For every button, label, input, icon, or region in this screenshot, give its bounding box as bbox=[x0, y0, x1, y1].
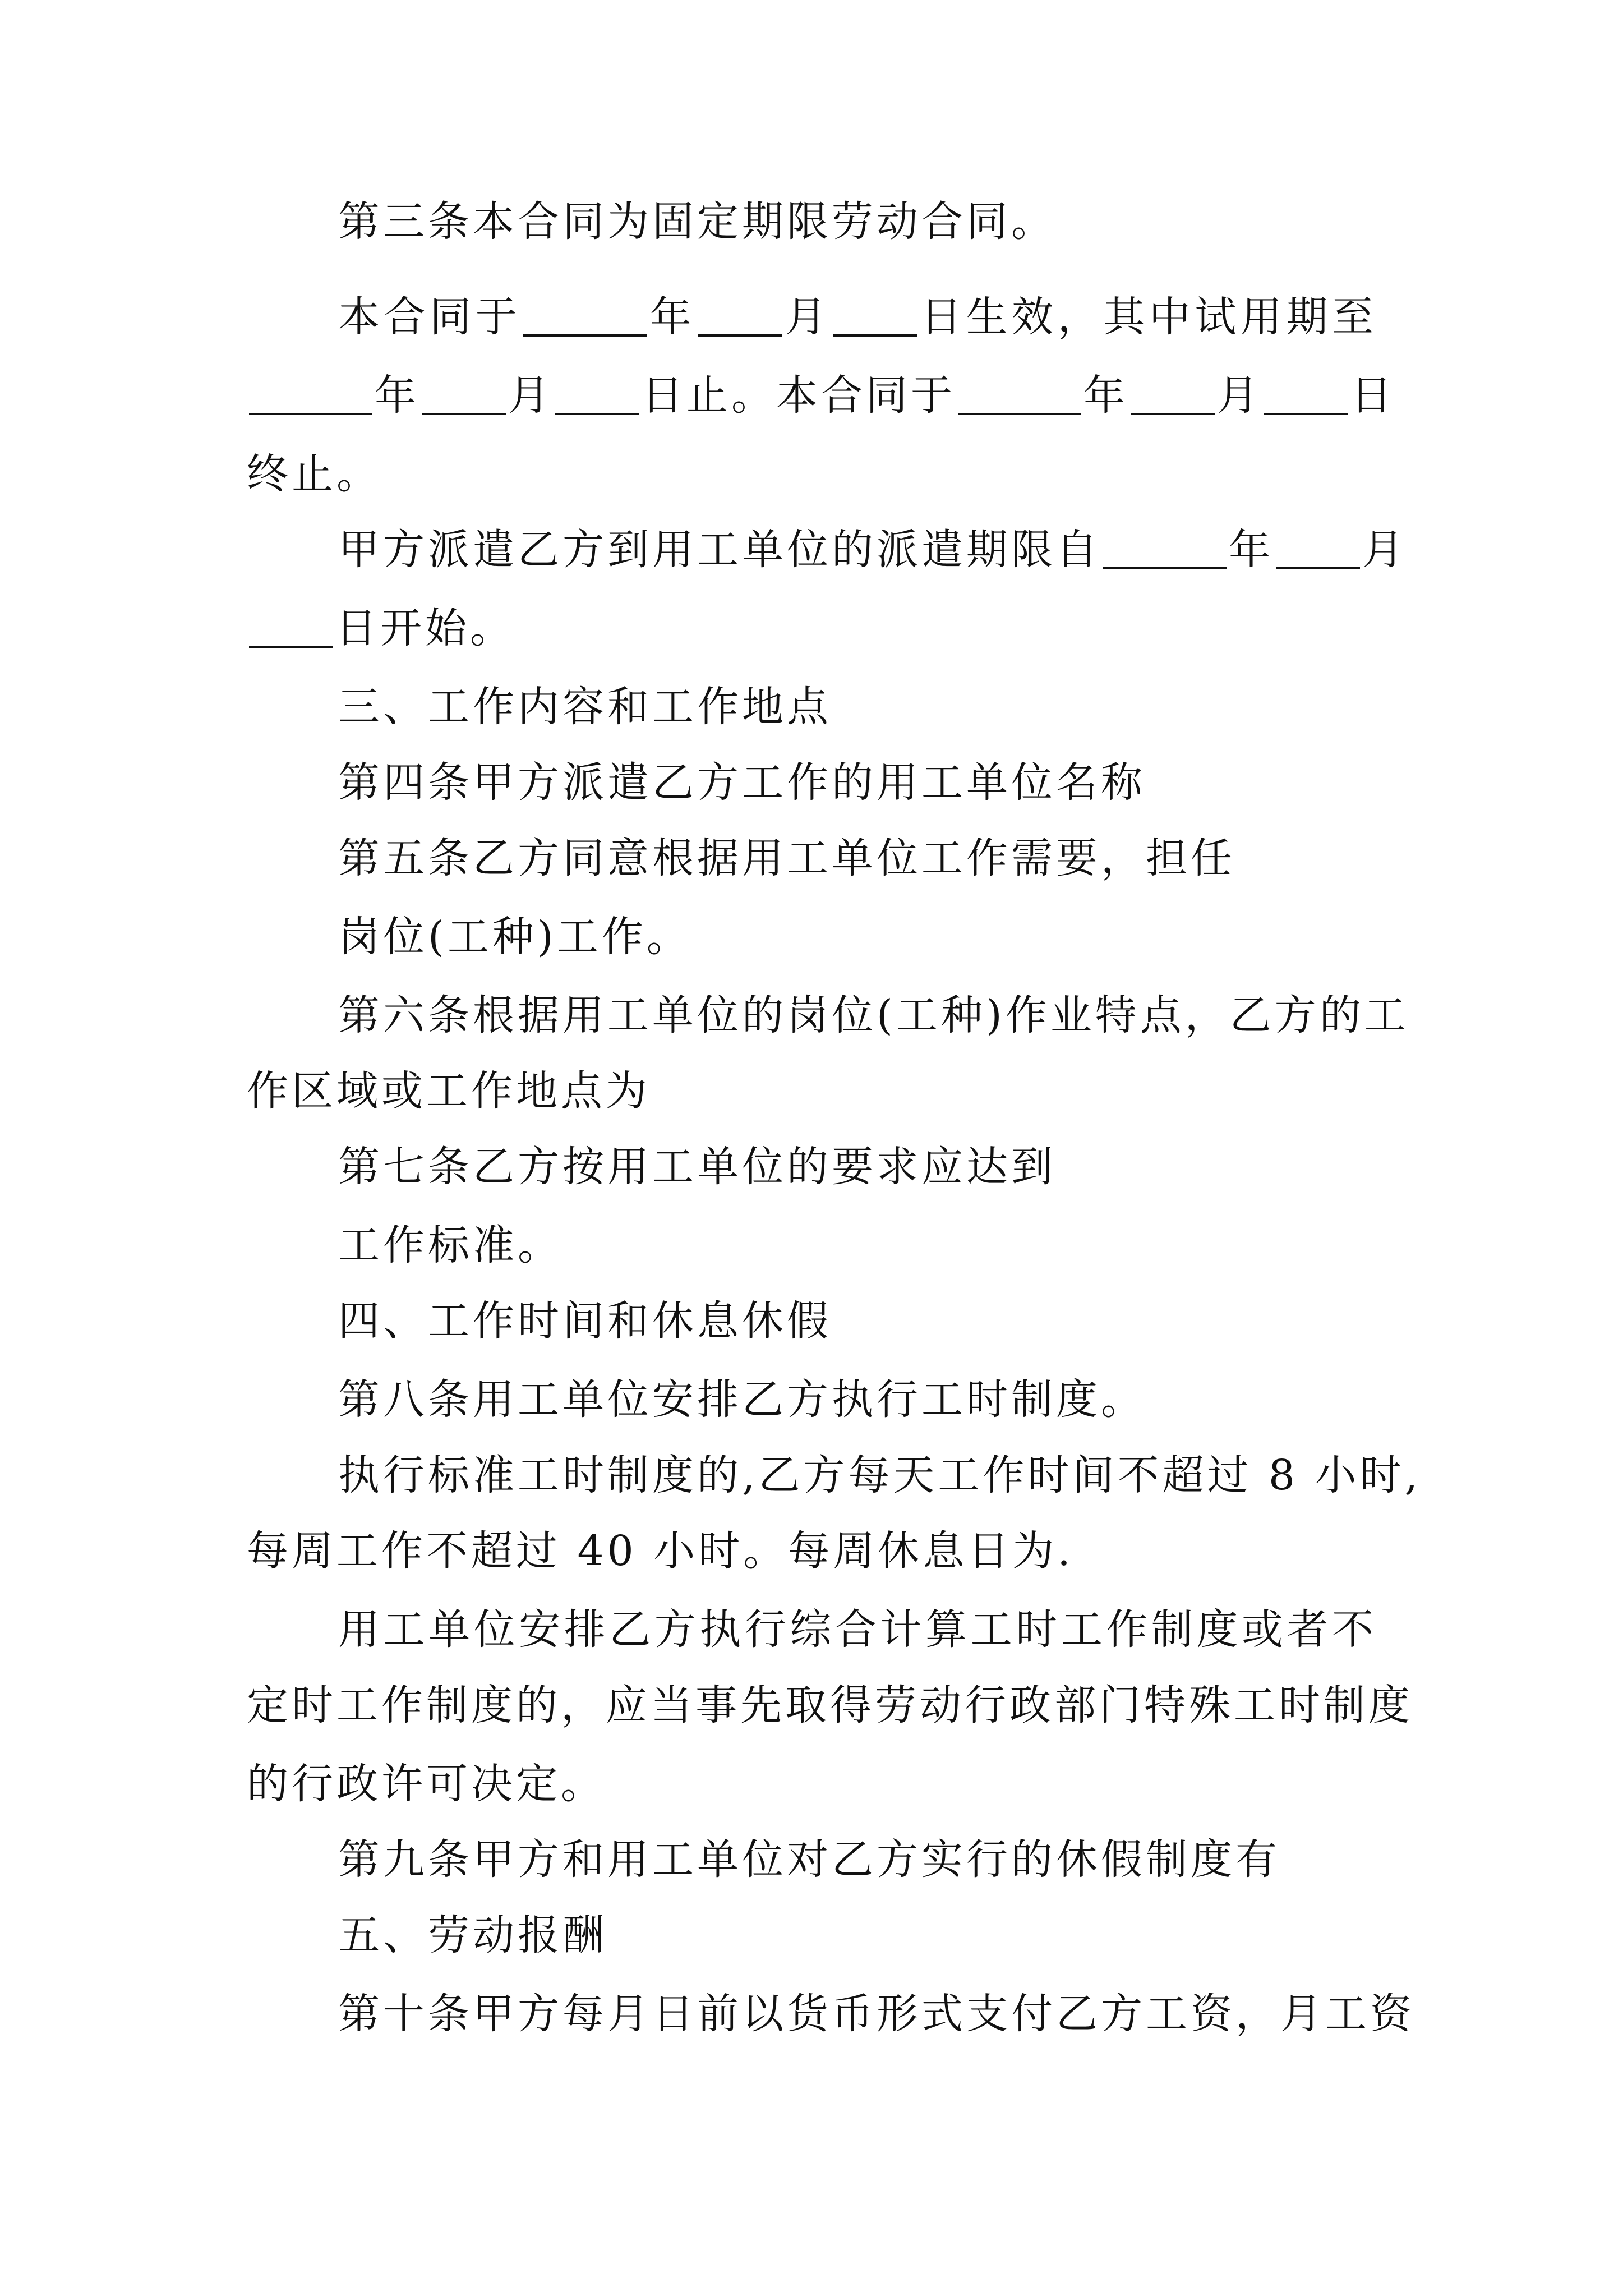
clause-8 bbox=[338, 1372, 1146, 1428]
text-l05b: 年 bbox=[1229, 526, 1274, 574]
text-l03c: 日止。本合同于 bbox=[642, 371, 956, 420]
text-l10: 岗位(工种)工作。 bbox=[338, 913, 691, 961]
text-l24: 第十条甲方每月日前以货币形式支付乙方工资，月工资 bbox=[338, 1990, 1415, 2038]
text-l06: 日开始。 bbox=[335, 604, 515, 652]
text-l17: 执行标准工时制度的,乙方每天工作时间不超过 8 小时, bbox=[338, 1451, 1422, 1499]
blank-year[interactable] bbox=[249, 374, 372, 415]
effective-date-line bbox=[338, 289, 1377, 345]
blank-day[interactable] bbox=[555, 374, 639, 415]
weekly-hours-line bbox=[247, 1523, 1074, 1579]
text-l02b: 年 bbox=[649, 293, 696, 341]
clause-7 bbox=[338, 1139, 1056, 1195]
text-l16: 第八条用工单位安排乙方执行工时制度。 bbox=[338, 1375, 1146, 1424]
flex-hours-line-3 bbox=[247, 1756, 606, 1812]
clause-3-title bbox=[338, 194, 1056, 250]
text-l03f: 日 bbox=[1350, 371, 1395, 420]
blank-year[interactable] bbox=[958, 374, 1081, 415]
text-l15: 四、工作时间和休息休假 bbox=[338, 1297, 832, 1345]
text-l13: 第七条乙方按用工单位的要求应达到 bbox=[338, 1143, 1056, 1191]
text-l03a: 年 bbox=[375, 371, 419, 420]
text-l07: 三、工作内容和工作地点 bbox=[338, 683, 832, 731]
text-l08: 第四条甲方派遣乙方工作的用工单位名称 bbox=[338, 758, 1146, 807]
flex-hours-line-2 bbox=[247, 1677, 1413, 1733]
text-l03d: 年 bbox=[1083, 371, 1128, 420]
clause-9 bbox=[338, 1832, 1280, 1888]
section-3-heading bbox=[338, 679, 832, 735]
blank-month[interactable] bbox=[1131, 374, 1215, 415]
clause-5 bbox=[338, 830, 1235, 886]
blank-year[interactable] bbox=[1103, 528, 1227, 569]
text-l11: 第六条根据用工单位的岗位(工种)作业特点，乙方的工 bbox=[338, 991, 1409, 1039]
text-l21: 的行政许可决定。 bbox=[247, 1760, 606, 1808]
blank-month[interactable] bbox=[698, 295, 782, 337]
text-l18: 每周工作不超过 40 小时。每周休息日为. bbox=[247, 1527, 1074, 1575]
text-l19: 用工单位安排乙方执行综合计算工时工作制度或者不 bbox=[338, 1605, 1377, 1654]
text-l14: 工作标准。 bbox=[338, 1221, 562, 1269]
section-5-heading bbox=[338, 1907, 607, 1963]
text-l04: 终止。 bbox=[247, 450, 381, 498]
clause-4 bbox=[338, 754, 1146, 811]
blank-day[interactable] bbox=[249, 606, 333, 648]
flex-hours-line-1 bbox=[338, 1602, 1377, 1658]
text-l12: 作区域或工作地点为 bbox=[247, 1067, 651, 1115]
blank-year[interactable] bbox=[523, 295, 647, 337]
text-l02c: 月 bbox=[784, 293, 831, 341]
trial-end-line bbox=[247, 367, 1395, 424]
text-l01: 第三条本合同为固定期限劳动合同。 bbox=[338, 197, 1056, 246]
clause-7-cont bbox=[338, 1217, 562, 1273]
termination-line bbox=[247, 446, 381, 502]
text-l03e: 月 bbox=[1217, 371, 1262, 420]
clause-5-cont bbox=[338, 909, 691, 965]
text-l02a: 本合同于 bbox=[338, 293, 522, 341]
text-l05a: 甲方派遣乙方到用工单位的派遣期限自 bbox=[338, 526, 1101, 574]
standard-hours-line bbox=[338, 1447, 1422, 1503]
blank-month[interactable] bbox=[1276, 528, 1360, 569]
text-l22: 第九条甲方和用工单位对乙方实行的休假制度有 bbox=[338, 1835, 1280, 1884]
dispatch-period-line bbox=[338, 522, 1407, 578]
text-l20: 定时工作制度的，应当事先取得劳动行政部门特殊工时制度 bbox=[247, 1681, 1413, 1729]
text-l02d: 日生效，其中试用期至 bbox=[919, 293, 1377, 341]
text-l09: 第五条乙方同意根据用工单位工作需要，担任 bbox=[338, 834, 1235, 882]
section-4-heading bbox=[338, 1293, 832, 1349]
blank-day[interactable] bbox=[1264, 374, 1348, 415]
text-l05c: 月 bbox=[1362, 526, 1407, 574]
text-l03b: 月 bbox=[508, 371, 553, 420]
dispatch-start-line bbox=[247, 600, 515, 656]
text-l23: 五、劳动报酬 bbox=[338, 1911, 607, 1959]
clause-6-cont bbox=[247, 1063, 651, 1119]
blank-month[interactable] bbox=[422, 374, 506, 415]
clause-6 bbox=[338, 987, 1409, 1043]
clause-10 bbox=[338, 1986, 1415, 2042]
blank-day[interactable] bbox=[833, 295, 917, 337]
